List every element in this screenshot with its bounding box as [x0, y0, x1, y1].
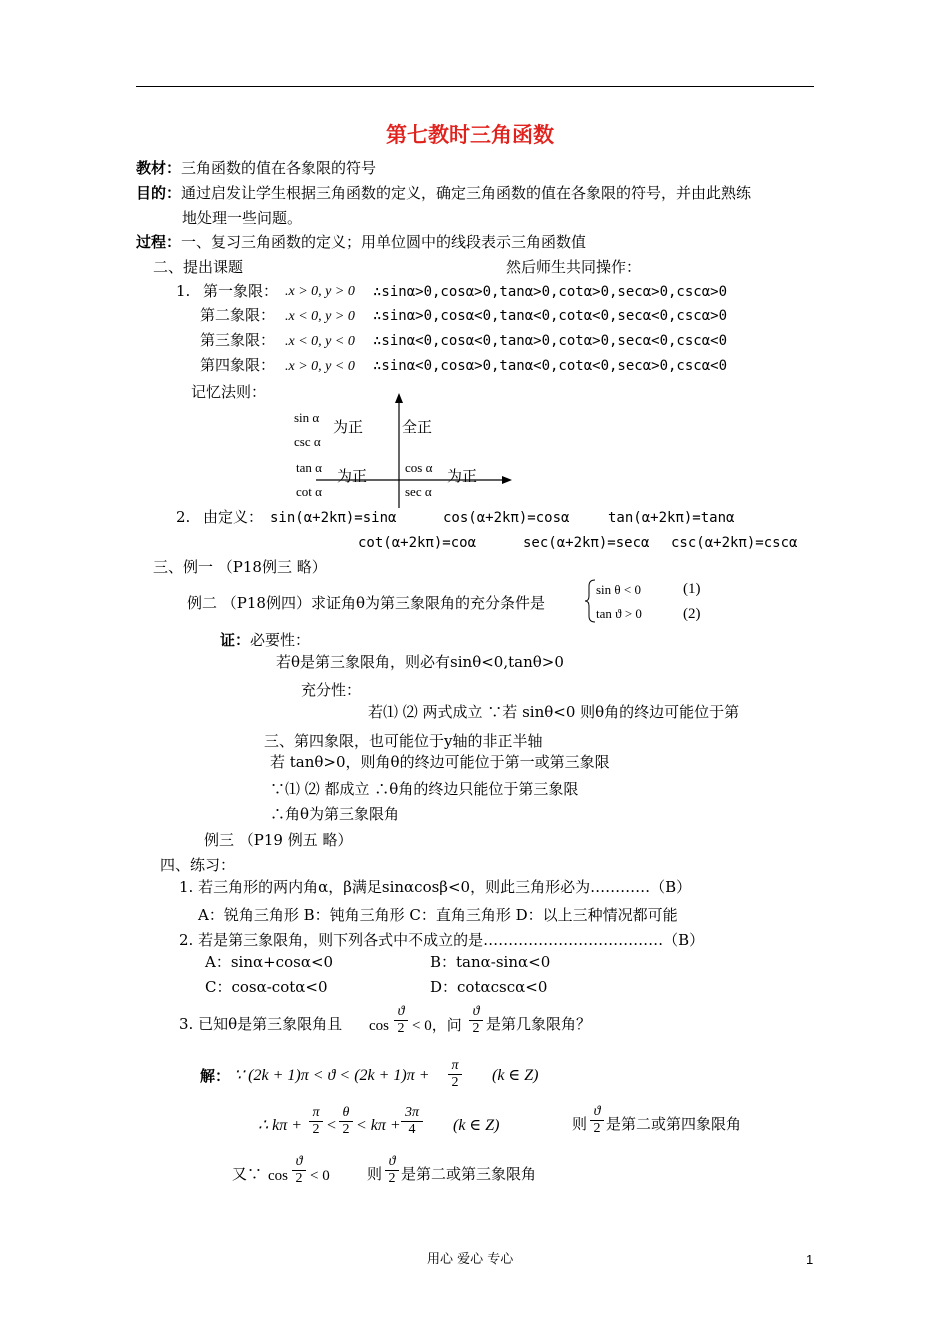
practice-1-options: A：锐角三角形 B：钝角三角形 C：直角三角形 D：以上三种情况都可能 — [198, 906, 678, 924]
solution-2-k: (k ∈ Z) — [453, 1117, 500, 1134]
process-label: 过程： — [136, 233, 182, 251]
system-eq-2: tan ϑ > 0 — [596, 606, 642, 621]
page-title: 第七教时三角函数 — [386, 122, 554, 147]
fraction-num: ϑ — [385, 1154, 399, 1171]
memory-rule-label: 记忆法则： — [191, 383, 267, 401]
footer-motto: 用心 爱心 专心 — [427, 1252, 514, 1267]
q2-label: 第二象限： — [200, 306, 276, 324]
fraction-den: 2 — [472, 1021, 480, 1036]
solution-1-k: (k ∈ Z) — [492, 1067, 539, 1084]
material-text: 三角函数的值在各象限的符号 — [181, 159, 377, 177]
diagram-q3-positive: 为正 — [337, 467, 368, 485]
sufficiency-line-4: ∵⑴ ⑵ 都成立 ∴θ角的终边只能位于第三象限 — [270, 780, 579, 798]
solution-label: 解： — [200, 1067, 231, 1085]
page-number: 1 — [806, 1252, 814, 1267]
diagram-tan: tan α — [296, 460, 322, 475]
solution-line-2-start: ∴ kπ + — [258, 1117, 303, 1134]
sufficiency-line-2: 三、第四象限，也可能位于y轴的非正半轴 — [264, 732, 543, 750]
proof-label: 证： — [220, 631, 251, 649]
practice-1: 1. 若三角形的两内角α，β满足sinαcosβ<0，则此三角形必为…………（B） — [179, 878, 692, 896]
solution-2-fraction-1 — [309, 1105, 323, 1138]
necessity-text: 若θ是第三象限角，则必有sinθ<0,tanθ>0 — [276, 653, 564, 671]
header-rule — [136, 86, 814, 87]
purpose-text-1: 通过启发让学生根据三角函数的定义，确定三角函数的值在各象限的符号，并由此熟练 — [181, 184, 752, 202]
system-eq-1: sin θ < 0 — [596, 582, 641, 597]
solution-2-fraction-4 — [590, 1104, 604, 1137]
fraction-den: 2 — [388, 1171, 396, 1186]
def-tan: tan(α+2kπ)=tanα — [608, 510, 735, 526]
q1-result: ∴sinα>0,cosα>0,tanα>0,cotα>0,secα>0,cscα>0 — [373, 284, 728, 300]
q4-result: ∴sinα<0,cosα>0,tanα<0,cotα<0,secα>0,cscα<0 — [373, 358, 728, 374]
q2-condition: .x < 0, y > 0 — [285, 309, 355, 324]
material-label: 教材： — [136, 159, 182, 177]
solution-3-result: 是第二或第三象限角 — [401, 1165, 537, 1183]
fraction-den: 2 — [342, 1122, 350, 1137]
proof-line — [220, 630, 310, 650]
def-label: 由定义： — [203, 508, 264, 526]
q3-result: ∴sinα<0,cosα<0,tanα>0,cotα>0,secα<0,cscα<0 — [373, 333, 728, 349]
fraction-den: 2 — [312, 1122, 320, 1137]
practice-2: 2. 若是第三象限角，则下列各式中不成立的是………………………………（B） — [179, 931, 705, 949]
fraction-num: 3π — [401, 1105, 423, 1122]
section2-heading: 二、提出课题 — [153, 258, 244, 276]
diagram-sin: sin α — [294, 410, 320, 425]
diagram-q2-positive: 为正 — [333, 418, 364, 436]
purpose-label: 目的： — [136, 184, 182, 202]
fraction-num: θ — [339, 1105, 353, 1122]
q1-condition: .x > 0, y > 0 — [285, 284, 355, 299]
q2-result: ∴sinα>0,cosα<0,tanα<0,cotα<0,secα<0,cscα>0 — [373, 308, 728, 324]
diagram-cos: cos α — [405, 460, 433, 475]
def-cos: cos(α+2kπ)=cosα — [443, 510, 570, 526]
material-line — [136, 158, 376, 178]
q4-label: 第四象限： — [200, 356, 276, 374]
practice-3-question: 是第几象限角？ — [486, 1015, 592, 1033]
solution-2-fraction-3 — [401, 1105, 423, 1138]
section2-note: 然后师生共同操作： — [506, 258, 642, 276]
q3-condition: .x < 0, y < 0 — [285, 334, 355, 349]
sufficiency-line-5: ∴角θ为第三象限角 — [270, 805, 400, 823]
q4-condition: .x > 0, y < 0 — [285, 359, 355, 374]
practice-2-option-b: B：tanα-sinα<0 — [430, 953, 551, 971]
def-sin: sin(α+2kπ)=sinα — [270, 510, 397, 526]
system-tag-2: (2) — [683, 606, 701, 622]
solution-3-fraction-1 — [292, 1154, 306, 1187]
fraction-num: π — [448, 1058, 462, 1075]
sufficiency-label: 充分性： — [301, 681, 362, 699]
def-csc: csc(α+2kπ)=cscα — [671, 535, 798, 551]
practice-3-fraction — [394, 1004, 408, 1037]
fraction-den: 2 — [593, 1121, 601, 1136]
sufficiency-line-3: 若 tanθ>0，则角θ的终边可能位于第一或第三象限 — [270, 753, 610, 771]
process-line — [136, 232, 586, 252]
practice-3-lt: < 0，问 — [412, 1018, 462, 1034]
process-text: 一、复习三角函数的定义；用单位圆中的线段表示三角函数值 — [181, 233, 587, 251]
solution-2-fraction-2 — [339, 1105, 353, 1138]
def-number: 2. — [176, 508, 191, 526]
diagram-q4-positive: 为正 — [447, 467, 478, 485]
example-1: 三、例一 （P18例三 略） — [153, 558, 327, 576]
practice-2-option-c: C：cosα-cotα<0 — [205, 978, 328, 996]
practice-2-option-a: A：sinα+cosα<0 — [205, 953, 334, 971]
purpose-text-2: 地处理一些问题。 — [182, 209, 303, 227]
sufficiency-line-1: 若⑴ ⑵ 两式成立 ∵若 sinθ<0 则θ角的终边可能位于第 — [368, 703, 740, 721]
purpose-line — [136, 183, 751, 203]
example-2: 例二 （P18例四）求证角θ为第三象限角的充分条件是 — [187, 594, 545, 612]
section4-heading: 四、练习： — [160, 856, 236, 874]
solution-3-start: 又∵ — [232, 1165, 263, 1183]
system-tag-1: (1) — [683, 581, 701, 597]
solution-3-then: 则 — [367, 1165, 383, 1183]
def-sec: sec(α+2kπ)=secα — [523, 535, 650, 551]
solution-2-lt: < — [327, 1117, 337, 1134]
fraction-den: 2 — [295, 1171, 303, 1186]
solution-3-cos: cos — [268, 1168, 288, 1184]
q1-label: 第一象限： — [203, 282, 279, 300]
diagram-all-positive: 全正 — [402, 418, 433, 436]
fraction-num: ϑ — [394, 1004, 408, 1021]
solution-3-fraction-2 — [385, 1154, 399, 1187]
fraction-num: ϑ — [292, 1154, 306, 1171]
practice-2-option-d: D：cotαcscα<0 — [430, 978, 548, 996]
solution-2-result: 是第二或第四象限角 — [606, 1115, 742, 1133]
q1-number: 1. — [176, 282, 191, 300]
diagram-sec: sec α — [405, 484, 432, 499]
fraction-num: π — [309, 1105, 323, 1122]
example-3: 例三 （P19 例五 略） — [204, 831, 353, 849]
fraction-num: ϑ — [469, 1004, 483, 1021]
diagram-csc: csc α — [294, 434, 321, 449]
fraction-den: 2 — [397, 1021, 405, 1036]
practice-3-cos: cos — [369, 1018, 389, 1034]
q3-label: 第三象限： — [200, 331, 276, 349]
y-axis-arrow — [395, 393, 403, 403]
def-cot: cot(α+2kπ)=coα — [358, 535, 477, 551]
solution-2-mid: < kπ + — [356, 1117, 401, 1134]
solution-1-fraction — [448, 1058, 462, 1091]
fraction-den: 4 — [408, 1122, 416, 1137]
solution-line-1: ∵ (2k + 1)π < ϑ < (2k + 1)π + — [234, 1067, 430, 1084]
practice-3-text: 3. 已知θ是第三象限角且 — [179, 1015, 343, 1033]
fraction-den: 2 — [451, 1075, 459, 1090]
practice-3-fraction-2 — [469, 1004, 483, 1037]
solution-2-then: 则 — [572, 1115, 588, 1133]
x-axis-arrow — [502, 476, 512, 484]
diagram-cot: cot α — [296, 484, 322, 499]
fraction-num: ϑ — [590, 1104, 604, 1121]
necessity-label: 必要性： — [250, 631, 311, 649]
solution-3-lt: < 0 — [310, 1168, 330, 1184]
